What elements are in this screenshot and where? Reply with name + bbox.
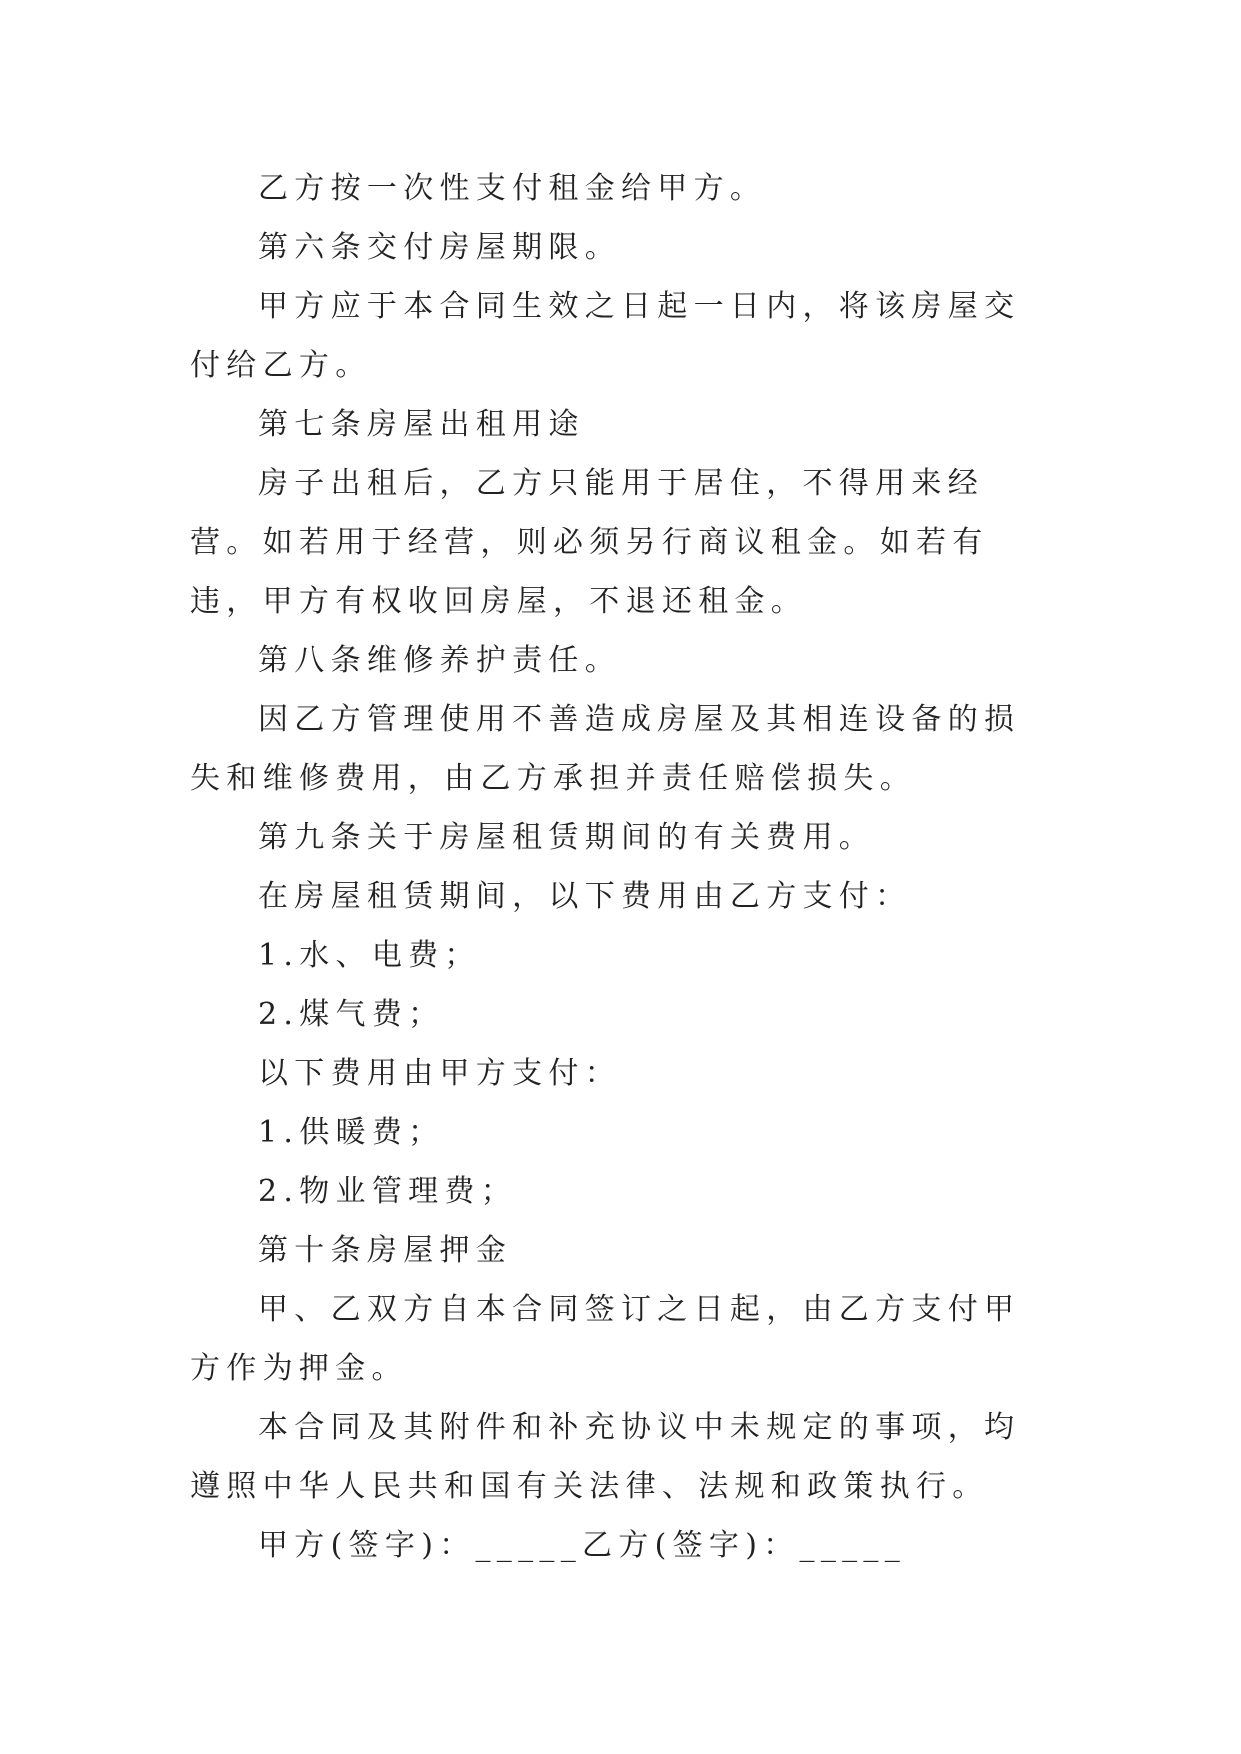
document-body: [190, 159, 1050, 1575]
heading-article-9: 第九条关于房屋租赁期间的有关费用。: [258, 820, 876, 855]
list-item-water-electricity: 1.水、电费；: [258, 938, 481, 973]
paragraph-governing-law: 本合同及其附件和补充协议中未规定的事项，均遵照中华人民共和国有关法律、法规和政策执行。: [190, 1410, 1021, 1504]
list-item-gas: 2.煤气费；: [258, 997, 445, 1032]
paragraph-landlord-fees-intro: 以下费用由甲方支付：: [258, 1056, 621, 1091]
signature-line: 甲方(签字)：_____乙方(签字)：_____: [258, 1528, 907, 1563]
heading-article-6: 第六条交付房屋期限。: [258, 230, 621, 265]
heading-article-8: 第八条维修养护责任。: [258, 643, 621, 678]
paragraph-tenant-fees-intro: 在房屋租赁期间，以下费用由乙方支付：: [258, 879, 912, 914]
paragraph-usage: 房子出租后，乙方只能用于居住，不得用来经营。如若用于经营，则必须另行商议租金。如若有违，甲方有权收回房屋，不退还租金。: [190, 466, 989, 619]
paragraph-delivery: 甲方应于本合同生效之日起一日内，将该房屋交付给乙方。: [190, 289, 1021, 383]
heading-article-10: 第十条房屋押金: [258, 1233, 513, 1268]
paragraph-payment: 乙方按一次性支付租金给甲方。: [258, 171, 767, 206]
paragraph-maintenance: 因乙方管理使用不善造成房屋及其相连设备的损失和维修费用，由乙方承担并责任赔偿损失。: [190, 702, 1021, 796]
heading-article-7: 第七条房屋出租用途: [258, 407, 585, 442]
list-item-heating: 1.供暖费；: [258, 1115, 445, 1150]
list-item-property-management: 2.物业管理费；: [258, 1174, 518, 1209]
paragraph-deposit: 甲、乙双方自本合同签订之日起，由乙方支付甲方作为押金。: [190, 1292, 1021, 1386]
